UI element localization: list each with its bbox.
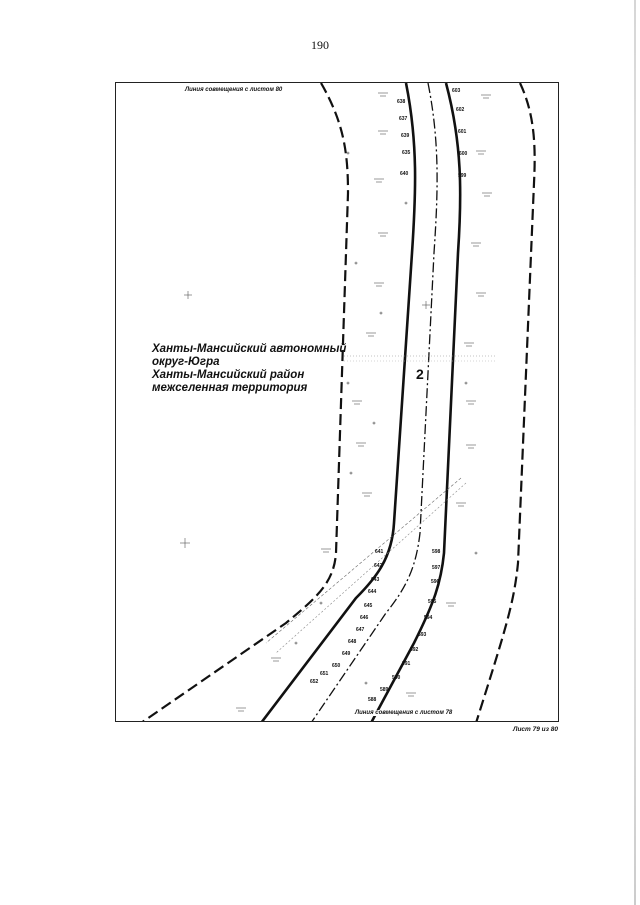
point-label: 591 [402, 661, 411, 667]
point-label: 646 [360, 615, 369, 621]
point-label: 588 [368, 697, 377, 703]
point-label: 638 [397, 99, 406, 105]
grid-cross-1 [184, 291, 192, 299]
map-frame [115, 82, 559, 722]
point-label: 647 [356, 627, 365, 633]
point-label: 648 [348, 639, 357, 645]
point-label: 590 [392, 675, 401, 681]
grid-cross-2 [180, 538, 190, 548]
road-left-edge [261, 83, 415, 722]
join-line-label-top: Линия совмещения с листом 80 [185, 87, 283, 93]
point-label: 597 [432, 565, 441, 571]
point-label: 593 [418, 632, 427, 638]
point-label: 640 [400, 171, 409, 177]
point-label: 643 [371, 577, 380, 583]
point-label: 600 [459, 151, 468, 157]
point-label: 602 [456, 107, 465, 113]
point-label: 589 [380, 687, 389, 693]
scan-edge-artifact [634, 0, 636, 905]
point-label: 639 [401, 133, 410, 139]
region-label-line: Ханты-Мансийский автономный [152, 343, 347, 355]
point-label: 603 [452, 88, 461, 94]
point-label: 651 [320, 671, 329, 677]
grid-cross-3 [422, 301, 430, 309]
point-label: 592 [410, 647, 419, 653]
page-number: 190 [311, 38, 329, 52]
region-label [152, 343, 346, 395]
join-line-label-bottom: Линия совмещения с листом 78 [355, 710, 453, 716]
region-label-line: округ-Югра [152, 356, 220, 368]
map-drawing [116, 83, 559, 722]
point-label: 594 [424, 615, 433, 621]
sheet-label: Лист 79 из 80 [513, 726, 558, 733]
route-number: 2 [416, 366, 424, 382]
point-label: 652 [310, 679, 319, 685]
point-label: 641 [375, 549, 384, 555]
point-label: 596 [431, 579, 440, 585]
point-label: 635 [402, 150, 411, 156]
boundary-left-line [141, 83, 348, 722]
point-label: 650 [332, 663, 341, 669]
point-label: 642 [374, 563, 383, 569]
boundary-right-line [476, 83, 535, 722]
region-label-line: Ханты-Мансийский район [152, 369, 305, 381]
region-label-line: межселенная территория [152, 382, 308, 394]
point-label: 649 [342, 651, 351, 657]
point-label: 599 [458, 173, 467, 179]
point-label: 645 [364, 603, 373, 609]
point-label: 601 [458, 129, 467, 135]
point-label: 598 [432, 549, 441, 555]
point-label: 637 [399, 116, 408, 122]
point-label: 595 [428, 599, 437, 605]
point-label: 644 [368, 589, 377, 595]
